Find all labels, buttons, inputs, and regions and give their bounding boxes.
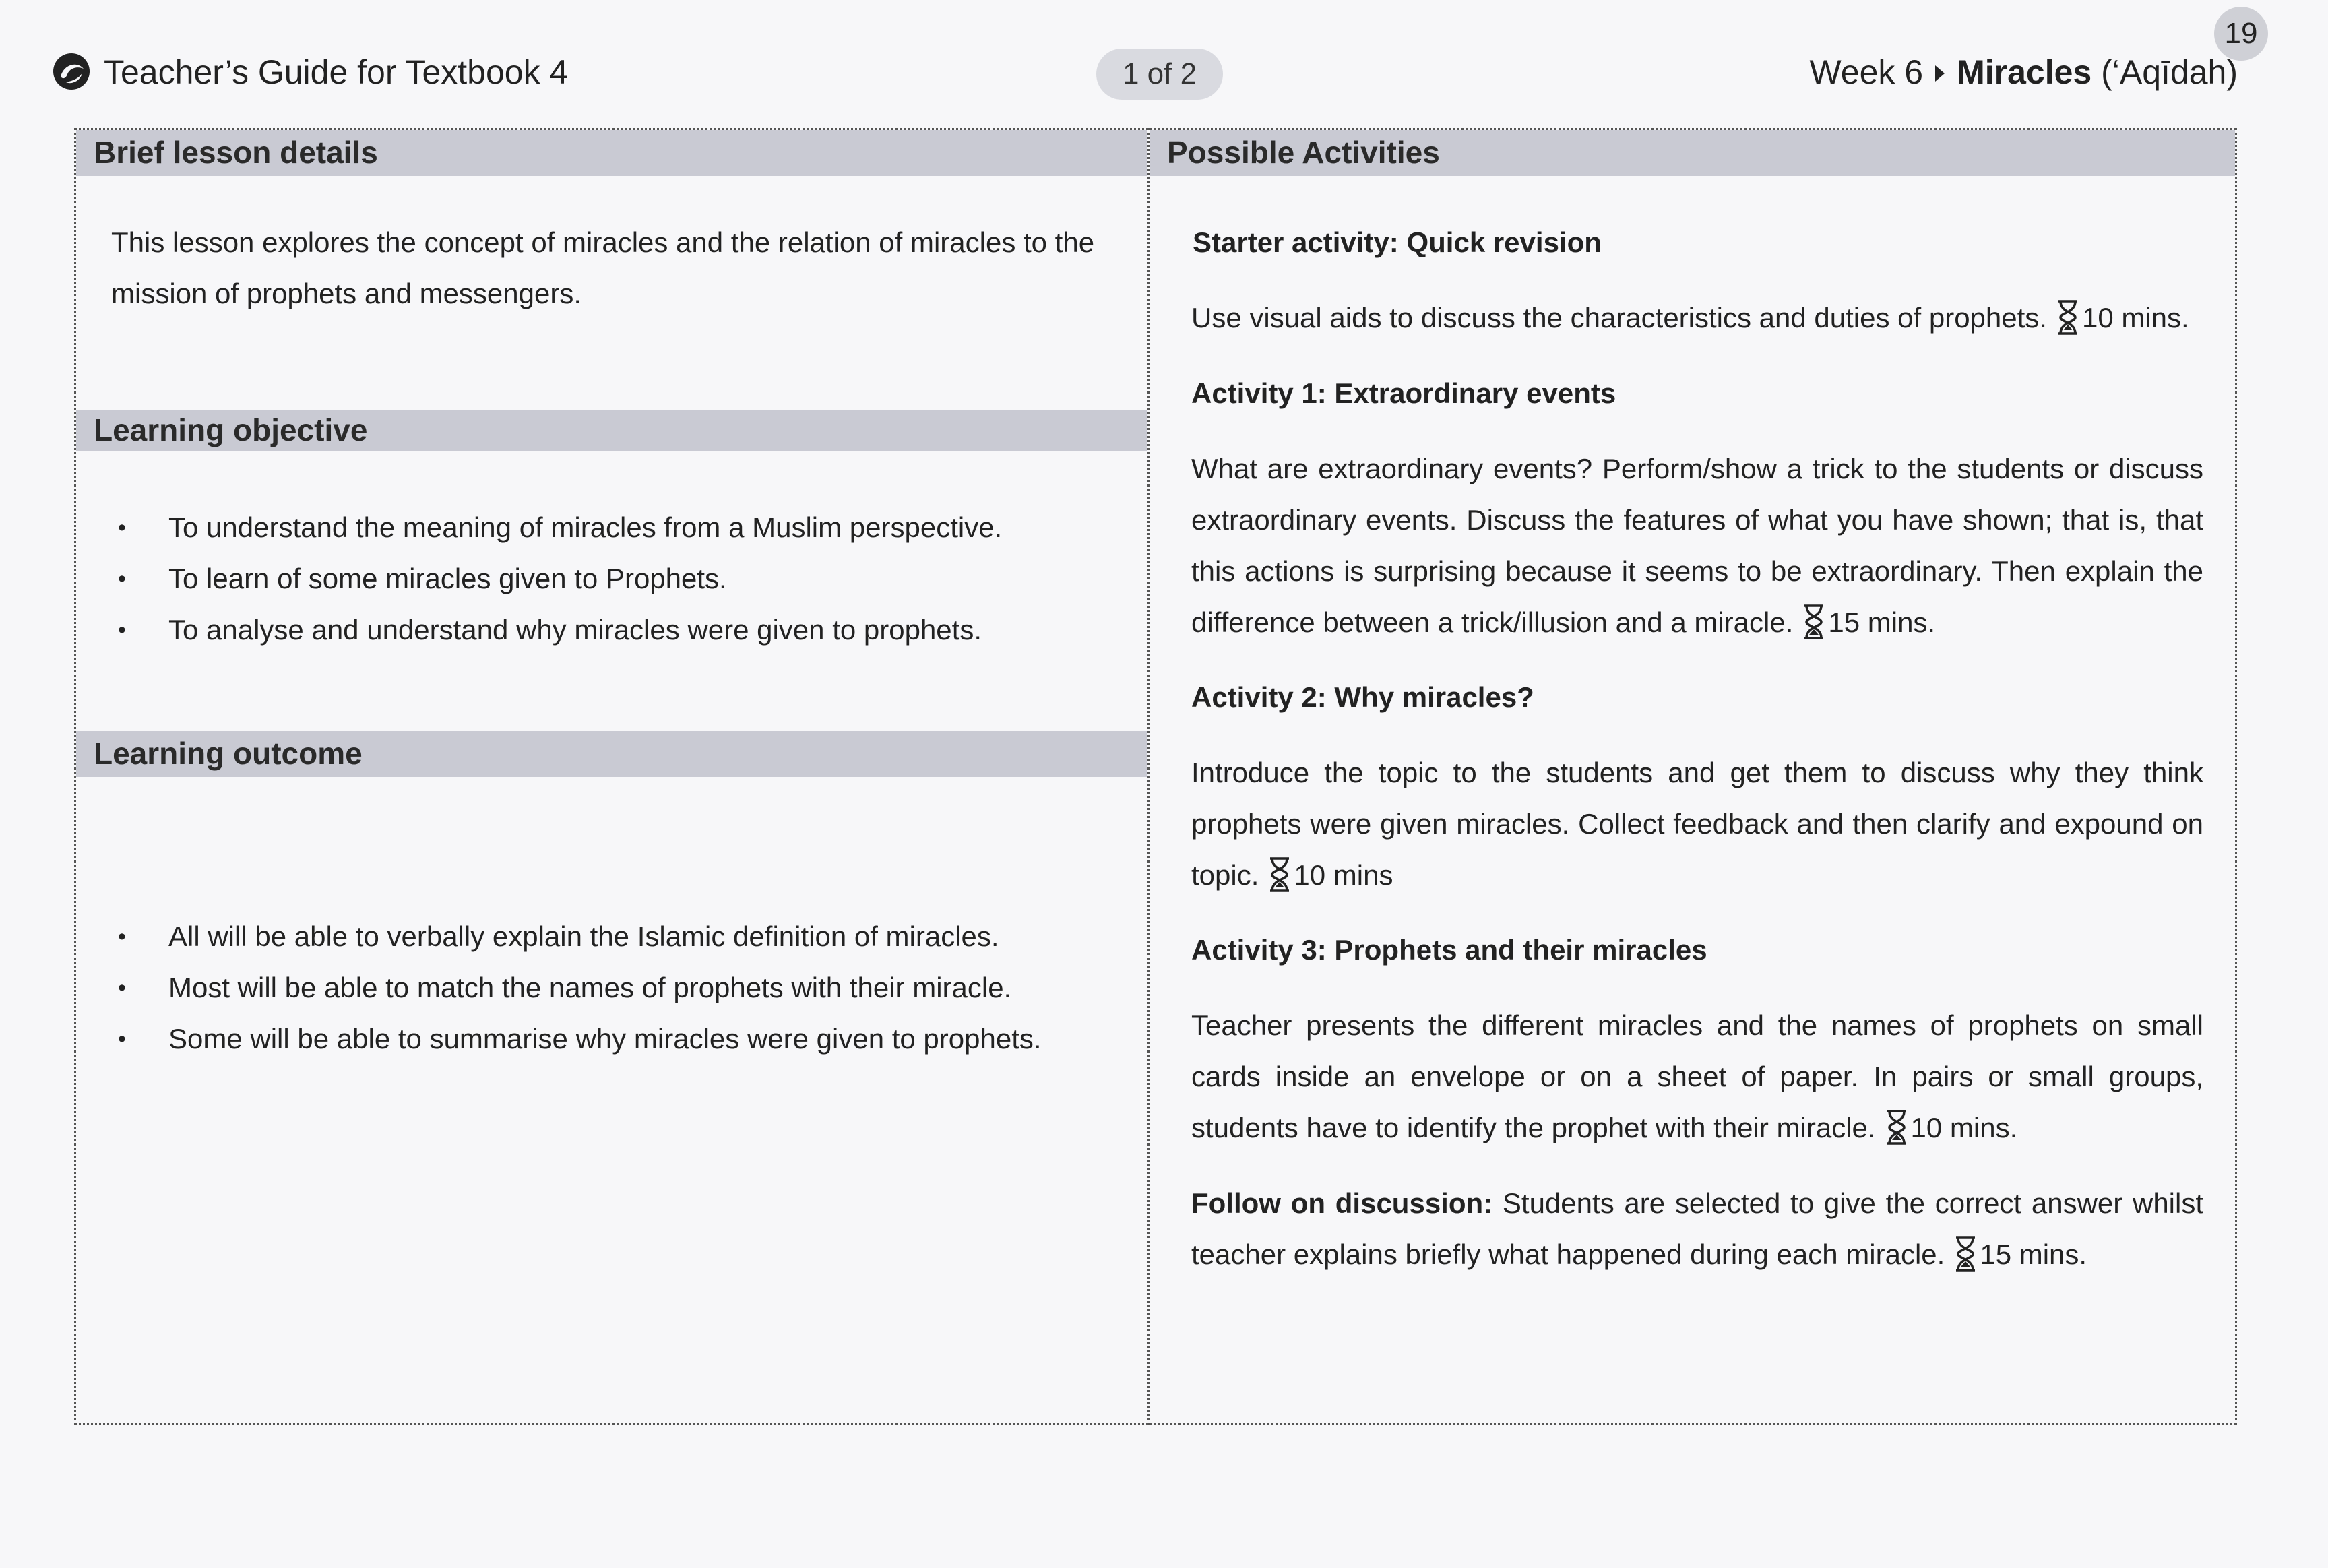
activity1-text	[1191, 443, 2203, 648]
follow-on-time: 15 mins.	[1980, 1238, 2087, 1270]
hourglass-icon	[1268, 856, 1291, 893]
activity3-time: 10 mins.	[1910, 1112, 2018, 1143]
section-heading-activities: Possible Activities	[1150, 130, 2235, 176]
starter-text	[1191, 292, 2203, 344]
list-item: • To analyse and understand why miracles were given to prophets.	[76, 604, 1147, 656]
column-divider	[1147, 128, 1150, 1425]
page-number: 19	[2214, 7, 2268, 61]
hourglass-icon	[2056, 299, 2079, 336]
page-header	[0, 0, 2328, 128]
activity1-description: What are extraordinary events? Perform/show a trick to the students or discuss extraordinary events. Discuss the features of what you have shown; that is, that this actions is surprising because it seems to be extraordinary. Then explain the difference between a trick/illusion and a miracle.	[1191, 453, 2203, 638]
activity3-title: Activity 3: Prophets and their miracles	[1191, 934, 1707, 966]
activity2-description: Introduce the topic to the students and get them to discuss why they think prophets were given miracles. Collect feedback and then clarify and expound on topic.	[1191, 757, 2203, 891]
breadcrumb-subtopic: (‘Aqīdah)	[2101, 53, 2238, 91]
starter-description: Use visual aids to discuss the characteristics and duties of prophets.	[1191, 302, 2047, 334]
starter-title: Starter activity: Quick revision	[1193, 226, 1602, 258]
activity1-title: Activity 1: Extraordinary events	[1191, 377, 1616, 409]
follow-on-label: Follow on discussion:	[1191, 1187, 1493, 1219]
swirl-logo-icon	[51, 51, 92, 92]
brief-lesson-text: This lesson explores the concept of miracles and the relation of miracles to the mission of prophets and messengers.	[111, 226, 1095, 309]
activity2-text	[1191, 747, 2203, 901]
section-heading-objective: Learning objective	[76, 410, 1147, 451]
objective-list	[76, 502, 1147, 656]
activity3-description: Teacher presents the different miracles and the names of prophets on small cards inside an envelope or on a sheet of paper. In pairs or small groups, students have to identify the prophet with their miracle.	[1191, 1009, 2203, 1143]
breadcrumb	[1809, 49, 2238, 96]
activity1-time: 15 mins.	[1828, 606, 1936, 638]
starter-time: 10 mins.	[2081, 302, 2189, 334]
breadcrumb-week: Week 6	[1809, 53, 1924, 91]
book-title: Teacher’s Guide for Textbook 4	[104, 53, 569, 91]
hourglass-icon	[1954, 1236, 1977, 1272]
follow-on-text	[1191, 1178, 2203, 1280]
list-item: • To learn of some miracles given to Prophets.	[76, 553, 1147, 604]
list-item: • To understand the meaning of miracles from a Muslim perspective.	[76, 502, 1147, 553]
activity2-time: 10 mins	[1294, 859, 1393, 891]
list-item: • All will be able to verbally explain the Islamic definition of miracles.	[76, 911, 1147, 962]
hourglass-icon	[1885, 1109, 1908, 1146]
section-heading-brief: Brief lesson details	[76, 130, 1147, 176]
activity2-title: Activity 2: Why miracles?	[1191, 681, 1534, 713]
follow-on-description: Students are selected to give the correct answer whilst teacher explains briefly what happened during each miracle.	[1191, 1187, 2204, 1270]
arrow-right-icon	[1935, 65, 1945, 82]
page-indicator: 1 of 2	[1096, 49, 1223, 100]
breadcrumb-topic: Miracles	[1957, 53, 2092, 91]
hourglass-icon	[1802, 604, 1825, 640]
list-item: • Some will be able to summarise why miracles were given to prophets.	[76, 1013, 1147, 1065]
activity3-text	[1191, 1000, 2203, 1154]
list-item: • Most will be able to match the names of prophets with their miracle.	[76, 962, 1147, 1013]
section-heading-outcome: Learning outcome	[76, 731, 1147, 777]
outcome-list	[76, 911, 1147, 1065]
